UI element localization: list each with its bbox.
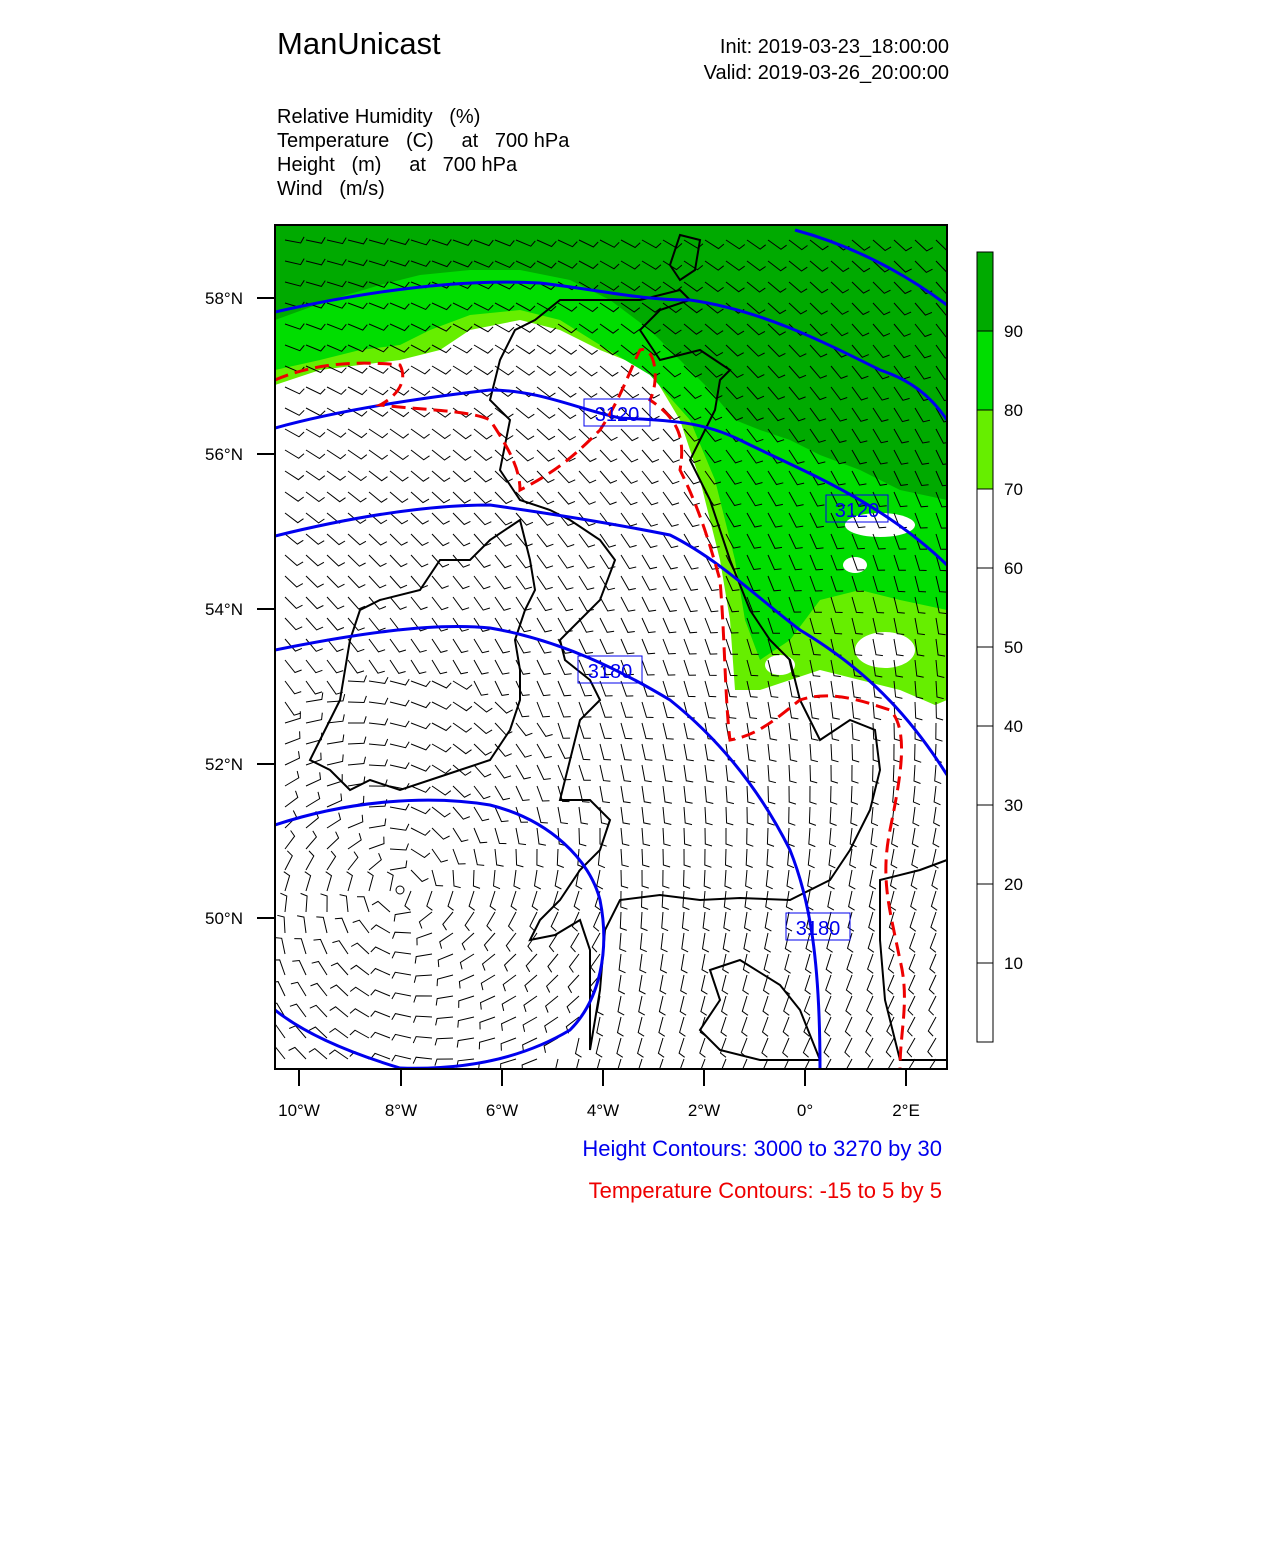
humidity-colorbar (977, 252, 1023, 1042)
contour-label-3180-a: 3180 (587, 661, 633, 683)
colorbar-segment (977, 884, 993, 963)
valid-time: Valid: 2019-03-26_20:00:00 (703, 62, 949, 84)
lat-label-50n: 50°N (205, 909, 243, 928)
colorbar-label: 80 (1004, 401, 1023, 420)
colorbar-segment (977, 647, 993, 726)
lat-label-56n: 56°N (205, 445, 243, 464)
lon-label-2w: 2°W (687, 1101, 721, 1120)
lon-label-0: 0° (796, 1101, 814, 1120)
contour-label-3180-b: 3180 (795, 918, 841, 940)
variable-rh: Relative Humidity (%) (277, 106, 481, 128)
colorbar-segment (977, 489, 993, 568)
lat-label-58n: 58°N (205, 289, 243, 308)
colorbar-segment (977, 963, 993, 1042)
lon-label-10w: 10°W (278, 1101, 320, 1120)
colorbar-label: 90 (1004, 322, 1023, 341)
colorbar-label: 60 (1004, 559, 1023, 578)
lon-label-4w: 4°W (586, 1101, 620, 1120)
colorbar-label: 70 (1004, 480, 1023, 499)
contour-label-3120-a: 3120 (594, 404, 640, 426)
height-contour-legend: Height Contours: 3000 to 3270 by 30 (582, 1136, 942, 1161)
model-title: ManUnicast (277, 26, 441, 61)
colorbar-segment (977, 252, 993, 331)
init-time: Init: 2019-03-23_18:00:00 (719, 36, 949, 58)
map-plot-area (269, 225, 954, 1078)
colorbar-label: 50 (1004, 638, 1023, 657)
colorbar-label: 20 (1004, 875, 1023, 894)
colorbar-label: 30 (1004, 796, 1023, 815)
colorbar-segment (977, 410, 993, 489)
lat-label-52n: 52°N (205, 755, 243, 774)
colorbar-label: 10 (1004, 954, 1023, 973)
colorbar-segment (977, 805, 993, 884)
variable-temperature: Temperature (C) at 700 hPa (277, 130, 570, 152)
variable-height: Height (m) at 700 hPa (277, 154, 518, 176)
lon-label-8w: 8°W (384, 1101, 418, 1120)
temperature-contour-legend: Temperature Contours: -15 to 5 by 5 (588, 1178, 942, 1203)
colorbar-label: 40 (1004, 717, 1023, 736)
colorbar-segment (977, 726, 993, 805)
longitude-axis (299, 1069, 906, 1086)
lon-label-2e: 2°E (892, 1101, 920, 1120)
lat-label-54n: 54°N (205, 600, 243, 619)
colorbar-segment (977, 568, 993, 647)
lon-label-6w: 6°W (485, 1101, 519, 1120)
colorbar-segment (977, 331, 993, 410)
latitude-axis (257, 298, 275, 918)
variable-wind: Wind (m/s) (277, 178, 385, 200)
contour-label-3120-b: 3120 (834, 500, 880, 522)
